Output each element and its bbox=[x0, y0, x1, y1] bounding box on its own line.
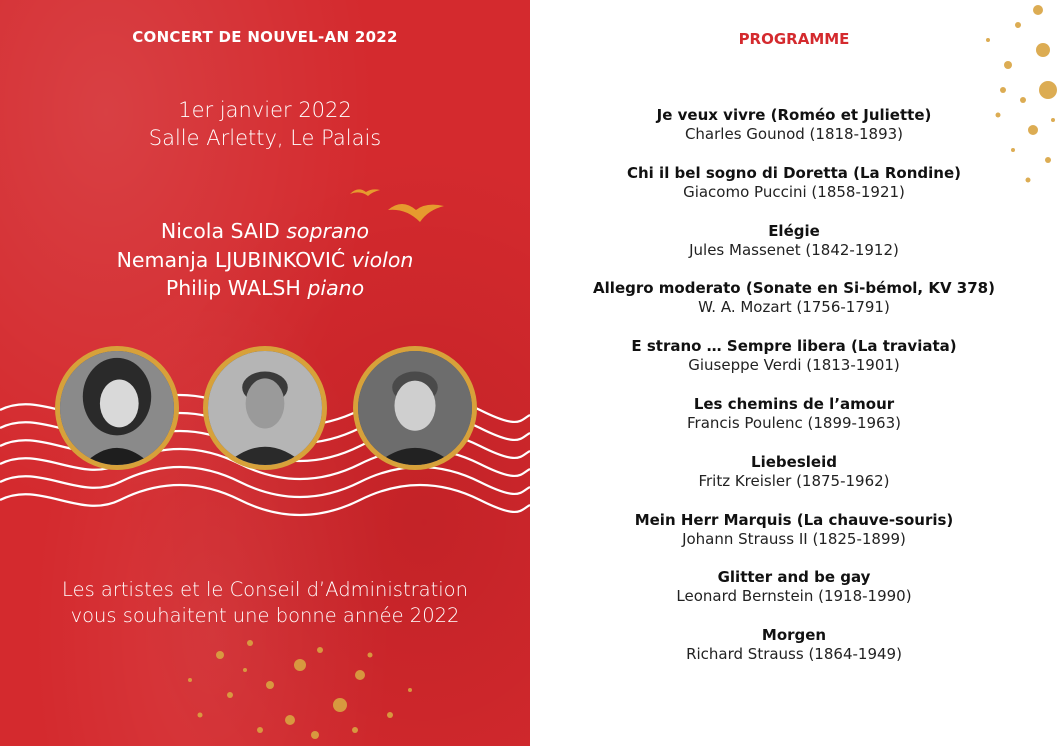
concert-venue: Salle Arletty, Le Palais bbox=[148, 126, 382, 150]
concert-date: 1er janvier 2022 bbox=[178, 98, 352, 122]
piece-composer: Leonard Bernstein (1918-1990) bbox=[676, 587, 912, 606]
artist-violin bbox=[0, 248, 530, 272]
artist-soprano bbox=[0, 219, 530, 243]
piece-title: Allegro moderato (Sonate en Si-bémol, KV 378) bbox=[593, 279, 995, 298]
piece-composer: Francis Poulenc (1899-1963) bbox=[687, 413, 901, 432]
artist-role: violon bbox=[351, 248, 414, 272]
piece-composer: Johann Strauss II (1825-1899) bbox=[682, 529, 906, 548]
piece-title: Liebesleid bbox=[751, 452, 837, 471]
piece-composer: Fritz Kreisler (1875-1962) bbox=[698, 471, 890, 490]
program-list bbox=[530, 106, 1058, 684]
portrait-nicola-said bbox=[55, 346, 179, 470]
list-item bbox=[530, 279, 1058, 337]
piece-composer: Jules Massenet (1842-1912) bbox=[689, 240, 899, 259]
piece-composer: Giuseppe Verdi (1813-1901) bbox=[688, 356, 900, 375]
piece-composer: W. A. Mozart (1756-1791) bbox=[698, 298, 890, 317]
artist-name: Philip WALSH bbox=[165, 276, 301, 300]
piece-title: Elégie bbox=[768, 221, 820, 240]
list-item bbox=[530, 395, 1058, 453]
concert-title: CONCERT DE NOUVEL-AN 2022 bbox=[132, 28, 398, 46]
piece-title: Chi il bel sogno di Doretta (La Rondine) bbox=[627, 163, 961, 182]
piece-title: Les chemins de l’amour bbox=[693, 394, 895, 413]
artist-piano bbox=[0, 276, 530, 300]
artist-role: soprano bbox=[286, 219, 370, 243]
list-item bbox=[530, 568, 1058, 626]
piece-title: Glitter and be gay bbox=[717, 568, 871, 587]
piece-composer: Charles Gounod (1818-1893) bbox=[684, 125, 904, 143]
artist-name: Nemanja LJUBINKOVIĆ bbox=[116, 248, 346, 272]
list-item bbox=[530, 164, 1058, 222]
list-item bbox=[530, 626, 1058, 684]
list-item bbox=[530, 337, 1058, 395]
portrait-nemanja-ljubinkovic bbox=[203, 346, 327, 470]
piece-composer: Richard Strauss (1864-1949) bbox=[686, 645, 902, 664]
piece-composer: Giacomo Puccini (1858-1921) bbox=[683, 182, 905, 201]
artist-role: piano bbox=[307, 276, 365, 300]
gold-splash bbox=[160, 625, 440, 746]
right-panel bbox=[530, 0, 1058, 746]
piece-title: E strano … Sempre libera (La traviata) bbox=[631, 337, 957, 356]
list-item bbox=[530, 453, 1058, 511]
greeting-line-2: vous souhaitent une bonne année 2022 bbox=[70, 604, 460, 627]
list-item bbox=[530, 511, 1058, 569]
piece-title: Morgen bbox=[761, 626, 827, 645]
list-item bbox=[530, 106, 1058, 164]
piece-title: Je veux vivre (Roméo et Juliette) bbox=[656, 106, 932, 124]
list-item bbox=[530, 222, 1058, 280]
artist-name: Nicola SAID bbox=[160, 219, 280, 243]
greeting-line-1: Les artistes et le Conseil d’Administration bbox=[62, 578, 468, 601]
portrait-philip-walsh bbox=[353, 346, 477, 470]
programme-title: PROGRAMME bbox=[738, 30, 850, 48]
piece-title: Mein Herr Marquis (La chauve-souris) bbox=[634, 510, 954, 529]
